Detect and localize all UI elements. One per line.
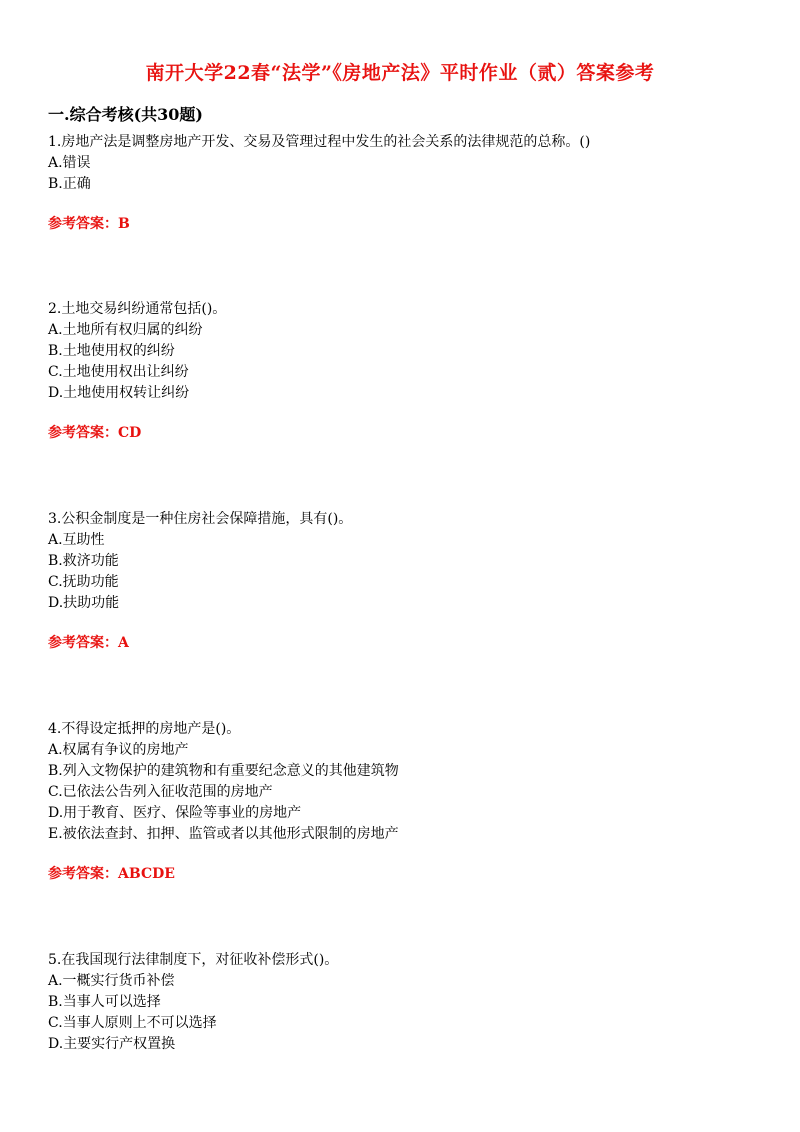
option-b: B.当事人可以选择 [48, 994, 161, 1010]
option-a: A.互助性 [48, 532, 105, 548]
option-e: E.被依法查封、扣押、监管或者以其他形式限制的房地产 [48, 826, 399, 842]
option-d: D.用于教育、医疗、保险等事业的房地产 [48, 805, 302, 821]
question-stem: 4.不得设定抵押的房地产是()。 [48, 721, 241, 737]
answer-label: 参考答案：B [48, 216, 130, 232]
section-title: 一.综合考核(共30题) [48, 105, 203, 124]
question-2 [48, 299, 768, 444]
option-a: A.一概实行货币补偿 [48, 973, 175, 989]
option-a: A.权属有争议的房地产 [48, 742, 189, 758]
document-title: 南开大学22春“法学”《房地产法》平时作业（贰）答案参考 [145, 62, 655, 84]
option-a: A.错误 [48, 155, 91, 171]
option-a: A.土地所有权归属的纠纷 [48, 322, 203, 338]
option-b: B.土地使用权的纠纷 [48, 343, 175, 359]
option-d: D.扶助功能 [48, 595, 120, 611]
question-4 [48, 719, 768, 885]
question-stem: 3.公积金制度是一种住房社会保障措施，具有()。 [48, 511, 353, 527]
question-stem: 5.在我国现行法律制度下，对征收补偿形式()。 [48, 952, 339, 968]
question-stem: 1.房地产法是调整房地产开发、交易及管理过程中发生的社会关系的法律规范的总称。() [48, 134, 591, 150]
option-b: B.列入文物保护的建筑物和有重要纪念意义的其他建筑物 [48, 763, 399, 779]
answer-label: 参考答案：ABCDE [48, 866, 175, 882]
option-d: D.主要实行产权置换 [48, 1036, 176, 1052]
option-b: B.正确 [48, 176, 91, 192]
option-c: C.抚助功能 [48, 574, 119, 590]
question-stem: 2.土地交易纠纷通常包括()。 [48, 301, 227, 317]
answer-label: 参考答案：CD [48, 425, 142, 441]
answer-label: 参考答案：A [48, 635, 129, 651]
option-c: C.已依法公告列入征收范围的房地产 [48, 784, 273, 800]
option-c: C.当事人原则上不可以选择 [48, 1015, 217, 1031]
option-d: D.土地使用权转让纠纷 [48, 385, 190, 401]
question-5 [48, 950, 768, 1055]
question-1 [48, 132, 768, 235]
option-c: C.土地使用权出让纠纷 [48, 364, 189, 380]
question-3 [48, 509, 768, 654]
option-b: B.救济功能 [48, 553, 119, 569]
